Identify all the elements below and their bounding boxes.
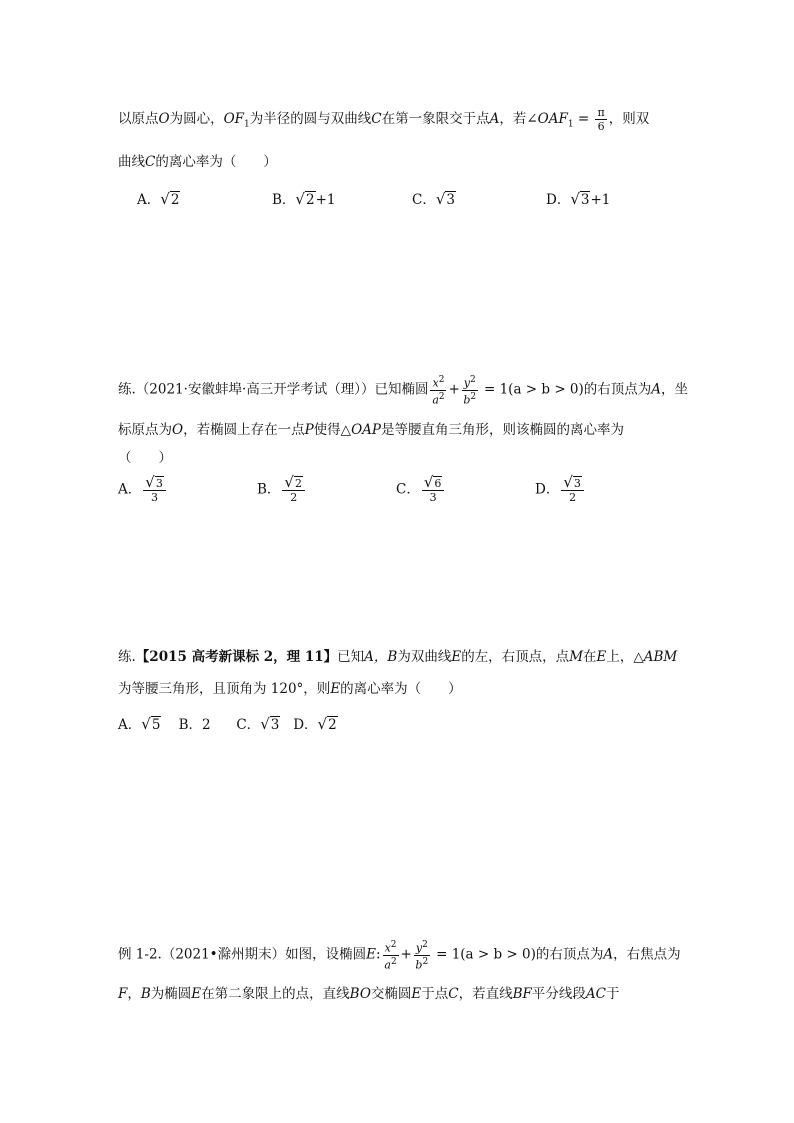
q1-option-d[interactable]: D．√3+1 (546, 190, 611, 208)
q3-option-d[interactable]: D．√2 (293, 715, 337, 733)
q4-line-2: F，B为椭圆E在第二象限上的点，直线BO交椭圆E于点C，若直线BF平分线段AC于 (118, 986, 620, 1002)
q1-line-1: 以原点O为圆心，$OF_1$为半径的圆与双曲线C在第一象限交于点A，若$\angle OAF_1$ = $\frac{\pi}{6}$ ，则双 (118, 106, 650, 133)
q1-option-c[interactable]: C．√3 (412, 190, 455, 208)
q3-line-2: 为等腰三角形，且顶角为 120°，则E的离心率为（ ） (118, 681, 462, 697)
q1-option-a[interactable]: A．√2 (137, 190, 180, 208)
q3-line-1: 练.【2015 高考新课标 2，理 11】已知A，B为双曲线E的左，右顶点，点M在E上，△ABM (118, 649, 678, 665)
q2-option-a[interactable]: A． $\frac{√3}{3}$ (118, 476, 168, 504)
q2-line-3: （ ） (118, 450, 172, 466)
q1-option-b[interactable]: B．√2+1 (272, 190, 336, 208)
pi-over-six: $\frac{\pi}{6}$ (597, 106, 605, 133)
q3-option-a[interactable]: A．√5 (118, 715, 161, 733)
q1-line-2: 曲线C的离心率为（ ） (118, 154, 277, 170)
q2-option-d[interactable]: D． $\frac{√3}{2}$ (535, 476, 586, 504)
q2-line-2: 标原点为O，若椭圆上存在一点P使得△OAP是等腰直角三角形，则该椭圆的离心率为 (118, 422, 624, 438)
q2-option-b[interactable]: B． $\frac{√2}{2}$ (257, 476, 307, 504)
q4-line-1: 例 1-2.（2021•滁州期末）如图，设椭圆E: $\frac{x^2}{a^2}$ + $\frac{y^2}{b^2}$ = 1(a > b > 0)的右顶点为A，右焦点为 (118, 940, 681, 972)
q3-options (118, 713, 338, 733)
q3-option-c[interactable]: C．√3 (236, 715, 280, 733)
q3-option-b[interactable]: B．2 (178, 717, 211, 733)
q2-option-c[interactable]: C． $\frac{√6}{3}$ (396, 476, 446, 504)
q2-line-1: 练.（2021·安徽蚌埠·高三开学考试（理））已知椭圆 $\frac{x^2}{a^2}$ + $\frac{y^2}{b^2}$ = 1(a > b > 0)的右顶点为A，坐 (118, 375, 689, 407)
